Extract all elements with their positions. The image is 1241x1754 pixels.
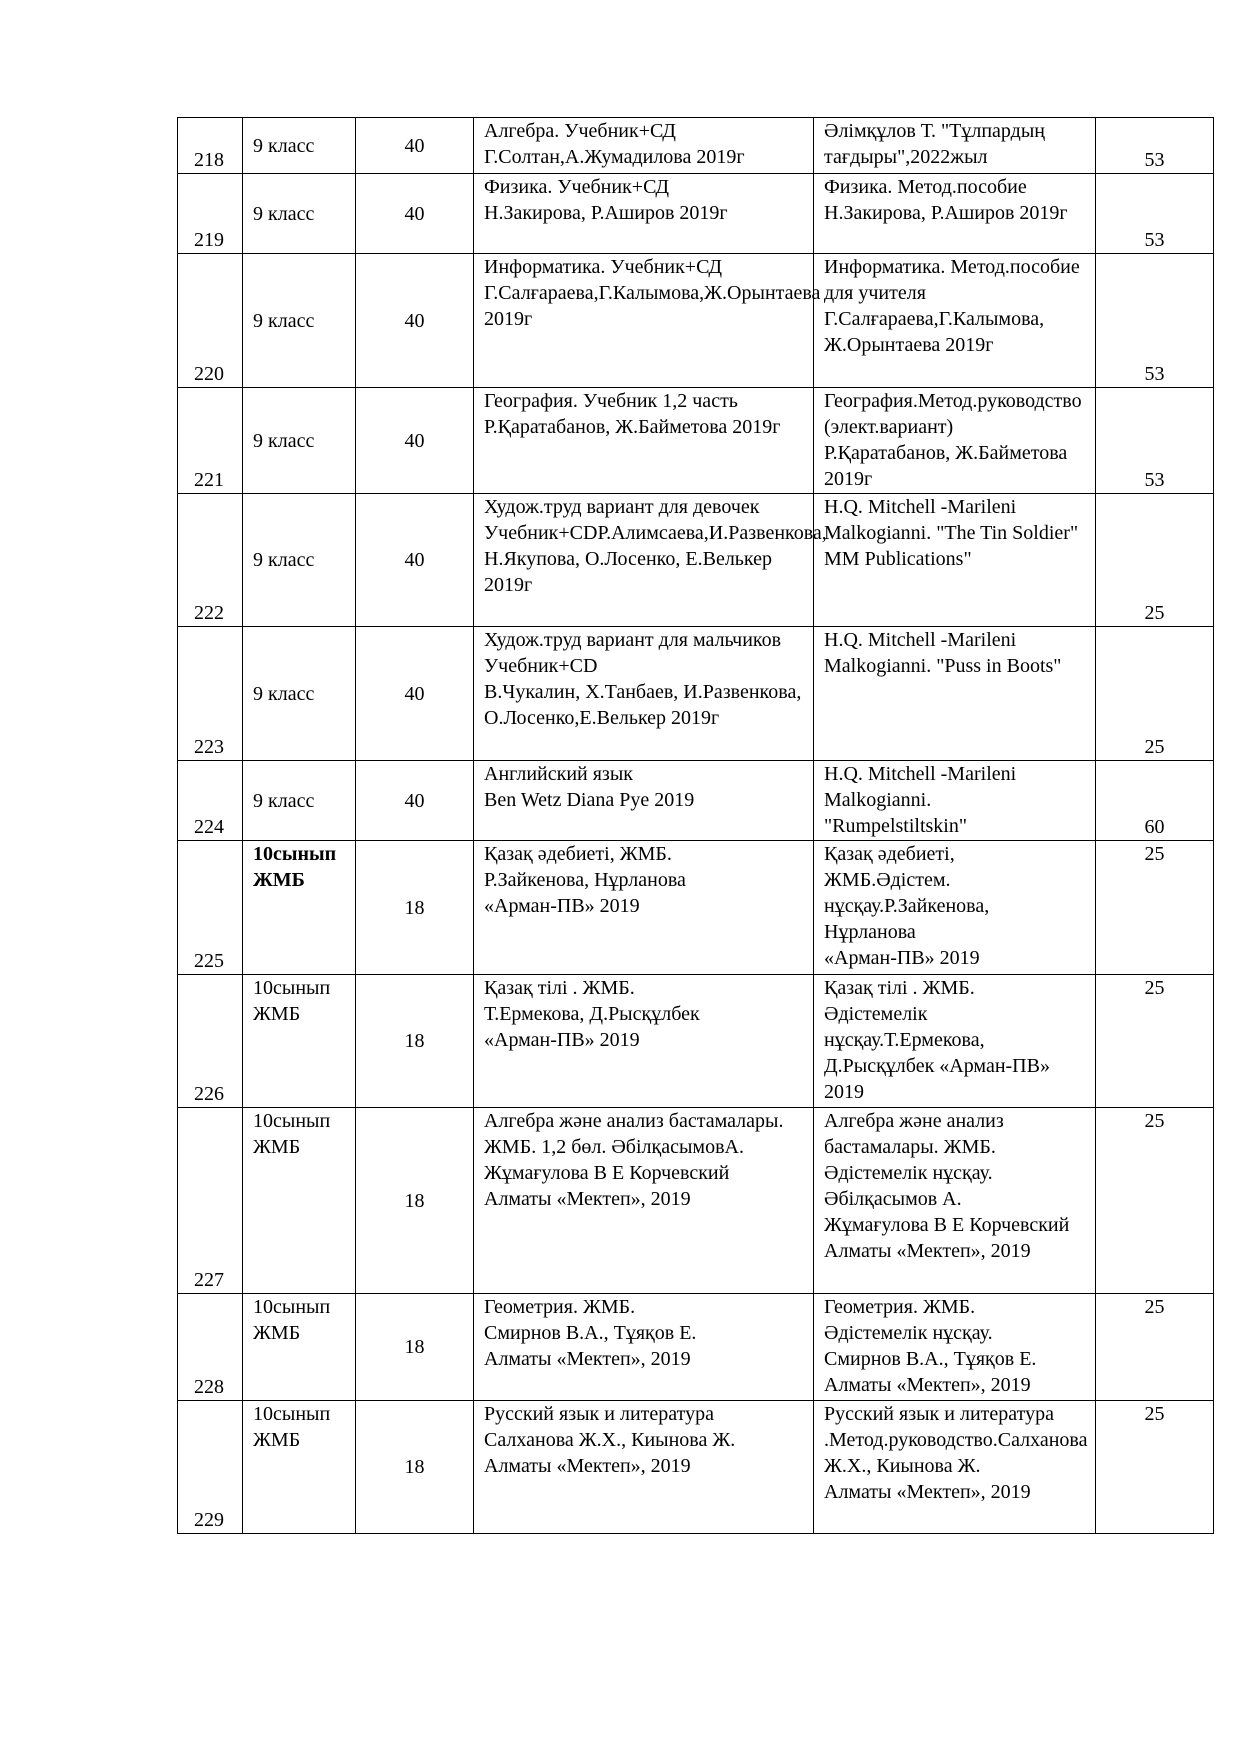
textbook-cell: География. Учебник 1,2 часть Р.Қаратабанов, Ж.Байметова 2019г (474, 388, 814, 494)
textbook-cell: Алгебра және анализ бастамалары. ЖМБ. 1,2 бөл. ӘбілқасымовА. Жұмағулова В Е Корчевский Алматы «Мектеп», 2019 (474, 1108, 814, 1294)
table-row (178, 1401, 1214, 1534)
hours-cell: 18 (356, 975, 474, 1108)
grade-cell: 9 класс (243, 118, 356, 174)
row-number-cell: 225 (178, 841, 243, 975)
quantity-cell: 25 (1096, 1108, 1214, 1294)
table-row (178, 841, 1214, 975)
grade-cell: 10сынып ЖМБ (243, 1401, 356, 1534)
row-number-cell: 229 (178, 1401, 243, 1534)
textbook-table (177, 117, 1214, 1534)
row-number-cell: 228 (178, 1294, 243, 1401)
quantity-cell: 25 (1096, 1401, 1214, 1534)
quantity-cell: 53 (1096, 254, 1214, 388)
table-row (178, 494, 1214, 627)
manual-cell: Информатика. Метод.пособие для учителя Г.Салғараева,Г.Калымова, Ж.Орынтаева 2019г (814, 254, 1096, 388)
quantity-cell: 25 (1096, 627, 1214, 761)
textbook-cell: Английский язык Ben Wetz Diana Pye 2019 (474, 761, 814, 841)
manual-cell: Физика. Метод.пособие Н.Закирова, Р.Аширов 2019г (814, 174, 1096, 254)
hours-cell: 40 (356, 761, 474, 841)
manual-cell: Алгебра және анализ бастамалары. ЖМБ. Әдістемелік нұсқау. Әбілқасымов А. Жұмағулова В Е Корчевский Алматы «Мектеп», 2019 (814, 1108, 1096, 1294)
row-number-cell: 219 (178, 174, 243, 254)
manual-cell: Әлімқұлов Т. "Тұлпардың тағдыры",2022жыл (814, 118, 1096, 174)
textbook-cell: Қазақ тілі . ЖМБ. Т.Ермекова, Д.Рысқұлбек «Арман-ПВ» 2019 (474, 975, 814, 1108)
textbook-cell: Русский язык и литература Салханова Ж.Х., Киынова Ж. Алматы «Мектеп», 2019 (474, 1401, 814, 1534)
quantity-cell: 53 (1096, 118, 1214, 174)
grade-cell: 9 класс (243, 494, 356, 627)
textbook-cell: Геометрия. ЖМБ. Смирнов В.А., Тұяқов Е. Алматы «Мектеп», 2019 (474, 1294, 814, 1401)
grade-cell: 10сынып ЖМБ (243, 1108, 356, 1294)
manual-cell: H.Q. Mitchell -Marileni Malkogianni. "The Tin Soldier" MM Publications" (814, 494, 1096, 627)
manual-cell: Қазақ тілі . ЖМБ. Әдістемелік нұсқау.Т.Ермекова, Д.Рысқұлбек «Арман-ПВ» 2019 (814, 975, 1096, 1108)
grade-cell: 9 класс (243, 388, 356, 494)
table-row (178, 1108, 1214, 1294)
grade-cell: 9 класс (243, 254, 356, 388)
table-row (178, 627, 1214, 761)
manual-cell: Русский язык и литература .Метод.руководство.Салханова Ж.Х., Киынова Ж. Алматы «Мектеп», 2019 (814, 1401, 1096, 1534)
hours-cell: 40 (356, 254, 474, 388)
hours-cell: 40 (356, 118, 474, 174)
hours-cell: 40 (356, 627, 474, 761)
textbook-cell: Худож.труд вариант для мальчиков Учебник+CD В.Чукалин, Х.Танбаев, И.Развенкова, О.Лосенко,Е.Велькер 2019г (474, 627, 814, 761)
manual-cell: География.Метод.руководство (элект.вариант) Р.Қаратабанов, Ж.Байметова 2019г (814, 388, 1096, 494)
table-body (178, 118, 1214, 1534)
textbook-cell: Қазақ әдебиеті, ЖМБ. Р.Зайкенова, Нұрланова «Арман-ПВ» 2019 (474, 841, 814, 975)
row-number-cell: 218 (178, 118, 243, 174)
row-number-cell: 224 (178, 761, 243, 841)
quantity-cell: 60 (1096, 761, 1214, 841)
quantity-cell: 53 (1096, 174, 1214, 254)
textbook-cell: Худож.труд вариант для девочек Учебник+CDР.Алимсаева,И.Развенкова, Н.Якупова, О.Лосенко, Е.Велькер 2019г (474, 494, 814, 627)
table-row (178, 1294, 1214, 1401)
hours-cell: 40 (356, 174, 474, 254)
hours-cell: 40 (356, 388, 474, 494)
document-page (177, 117, 1213, 1534)
manual-cell: H.Q. Mitchell -Marileni Malkogianni. "Puss in Boots" (814, 627, 1096, 761)
row-number-cell: 221 (178, 388, 243, 494)
hours-cell: 18 (356, 1294, 474, 1401)
grade-cell: 10сынып ЖМБ (243, 1294, 356, 1401)
grade-cell: 9 класс (243, 627, 356, 761)
hours-cell: 18 (356, 1401, 474, 1534)
table-row (178, 254, 1214, 388)
row-number-cell: 223 (178, 627, 243, 761)
quantity-cell: 53 (1096, 388, 1214, 494)
hours-cell: 18 (356, 1108, 474, 1294)
manual-cell: Геометрия. ЖМБ. Әдістемелік нұсқау. Смирнов В.А., Тұяқов Е. Алматы «Мектеп», 2019 (814, 1294, 1096, 1401)
hours-cell: 40 (356, 494, 474, 627)
table-row (178, 975, 1214, 1108)
quantity-cell: 25 (1096, 494, 1214, 627)
textbook-cell: Информатика. Учебник+СД Г.Салғараева,Г.Калымова,Ж.Орынтаева 2019г (474, 254, 814, 388)
table-row (178, 174, 1214, 254)
table-row (178, 388, 1214, 494)
row-number-cell: 220 (178, 254, 243, 388)
grade-cell: 9 класс (243, 174, 356, 254)
quantity-cell: 25 (1096, 1294, 1214, 1401)
quantity-cell: 25 (1096, 975, 1214, 1108)
textbook-cell: Алгебра. Учебник+СД Г.Солтан,А.Жумадилова 2019г (474, 118, 814, 174)
manual-cell: Қазақ әдебиеті, ЖМБ.Әдістем. нұсқау.Р.Зайкенова, Нұрланова «Арман-ПВ» 2019 (814, 841, 1096, 975)
table-row (178, 118, 1214, 174)
row-number-cell: 226 (178, 975, 243, 1108)
hours-cell: 18 (356, 841, 474, 975)
manual-cell: H.Q. Mitchell -Marileni Malkogianni. "Rumpelstiltskin" (814, 761, 1096, 841)
grade-cell: 9 класс (243, 761, 356, 841)
textbook-cell: Физика. Учебник+СД Н.Закирова, Р.Аширов 2019г (474, 174, 814, 254)
table-row (178, 761, 1214, 841)
grade-cell: 10сынып ЖМБ (243, 841, 356, 975)
row-number-cell: 222 (178, 494, 243, 627)
quantity-cell: 25 (1096, 841, 1214, 975)
grade-cell: 10сынып ЖМБ (243, 975, 356, 1108)
row-number-cell: 227 (178, 1108, 243, 1294)
